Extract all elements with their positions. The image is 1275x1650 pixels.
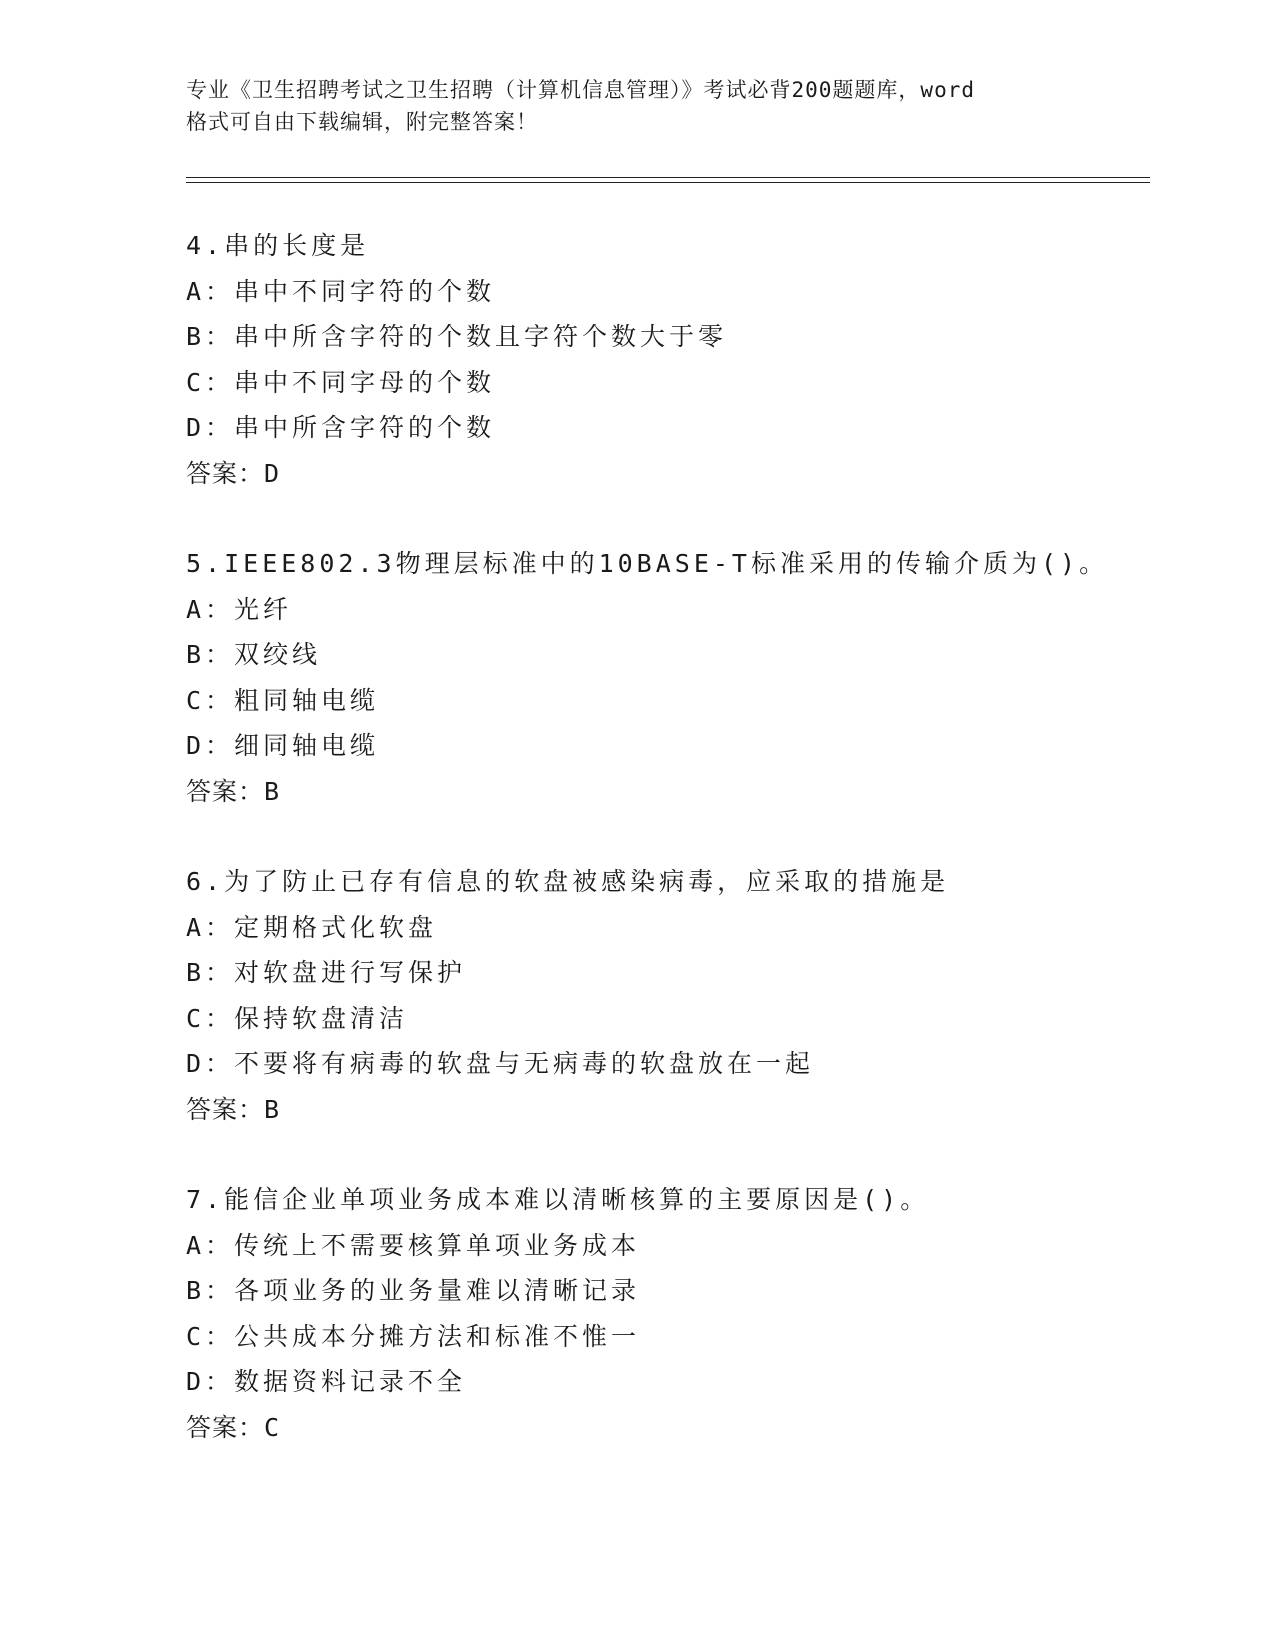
question-block — [186, 541, 1146, 814]
header-line-1: 专业《卫生招聘考试之卫生招聘（计算机信息管理）》考试必背200题题库，word — [186, 78, 975, 102]
option-d: D：不要将有病毒的软盘与无病毒的软盘放在一起 — [186, 1049, 815, 1078]
header-divider-bottom — [186, 182, 1150, 183]
question-block — [186, 1177, 1146, 1450]
option-b: B：双绞线 — [186, 640, 322, 669]
answer-value: C — [264, 1412, 281, 1442]
option-b: B：对软盘进行写保护 — [186, 958, 467, 987]
option-d: D：细同轴电缆 — [186, 731, 380, 760]
question-stem: 7.能信企业单项业务成本难以清晰核算的主要原因是()。 — [186, 1185, 930, 1214]
document-header — [186, 74, 1086, 138]
option-c: C：串中不同字母的个数 — [186, 367, 496, 397]
header-divider-top — [186, 177, 1150, 178]
header-line-2: 格式可自由下载编辑，附完整答案！ — [186, 110, 538, 134]
answer-value: B — [264, 776, 281, 806]
answer-label: 答案： — [186, 1094, 265, 1124]
question-block — [186, 223, 1146, 496]
option-b: B：各项业务的业务量难以清晰记录 — [186, 1276, 641, 1305]
option-c: C：粗同轴电缆 — [186, 685, 380, 715]
answer-line — [186, 769, 1146, 815]
answer-label: 答案： — [186, 1412, 265, 1442]
answer-line — [186, 451, 1146, 497]
option-a: A：串中不同字符的个数 — [186, 276, 496, 306]
answer-value: B — [264, 1094, 281, 1124]
option-d: D：数据资料记录不全 — [186, 1367, 467, 1396]
question-stem: 5.IEEE802.3物理层标准中的10BASE-T标准采用的传输介质为()。 — [186, 549, 1109, 578]
option-a: A：定期格式化软盘 — [186, 912, 438, 942]
option-c: C：公共成本分摊方法和标准不惟一 — [186, 1321, 641, 1351]
option-a: A：光纤 — [186, 594, 293, 624]
option-c: C：保持软盘清洁 — [186, 1003, 409, 1033]
question-stem: 6.为了防止已存有信息的软盘被感染病毒，应采取的措施是 — [186, 867, 950, 896]
question-block — [186, 859, 1146, 1132]
option-a: A：传统上不需要核算单项业务成本 — [186, 1230, 641, 1260]
option-d: D：串中所含字符的个数 — [186, 413, 496, 442]
answer-line — [186, 1405, 1146, 1451]
answer-label: 答案： — [186, 458, 265, 488]
answer-value: D — [264, 458, 281, 488]
option-b: B：串中所含字符的个数且字符个数大于零 — [186, 322, 728, 351]
answer-line — [186, 1087, 1146, 1133]
question-stem: 4.串的长度是 — [186, 231, 370, 260]
answer-label: 答案： — [186, 776, 265, 806]
